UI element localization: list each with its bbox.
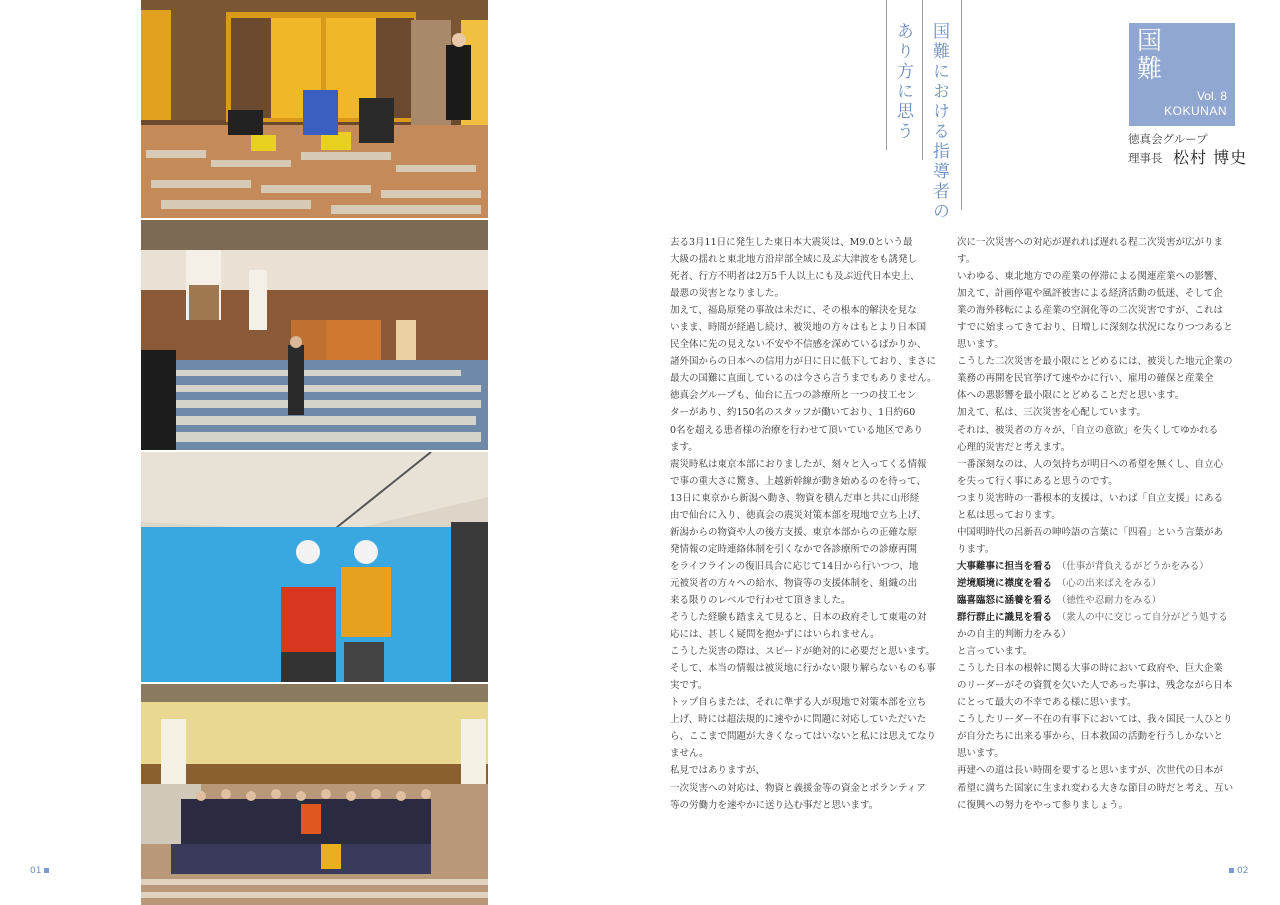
saying-line (957, 575, 1225, 592)
photo-group-portrait (141, 684, 488, 905)
author-name: 松村 博史 (1173, 148, 1248, 167)
body-line: こうした災害の際は、スピードが絶対的に必要だと思います。 (670, 646, 935, 658)
body-line: 応には、甚しく疑問を抱かずにはいられません。 (670, 629, 880, 641)
page-number-left: 01 (30, 866, 52, 876)
body-line: こうした二次災害を最小限にとどめるには、被災した地元企業の (957, 356, 1233, 368)
article-body-right-column (957, 234, 1234, 814)
body-line: が自分たちに出来る事から、日本救国の活動を行うしかないと (957, 731, 1224, 743)
body-line: 私見ではありますが、 (670, 765, 766, 777)
body-line: に復興への努力をやって参りましょう。 (957, 799, 1129, 811)
body-line: 心理的災害だと考えます。 (957, 441, 1071, 453)
body-line: 加えて、私は、三次災害を心配しています。 (957, 407, 1147, 419)
body-line: そうした経験も踏まえて見ると、日本の政府そして東電の対 (670, 612, 927, 624)
saying-note: （衆人の中に交じって自分がどう処する (1052, 612, 1228, 624)
body-line: 中国明時代の呂新吾の呻吟語の言葉に「四看」という言葉があ (957, 526, 1224, 538)
body-line: 最大の国難に直面しているのは今さら言うまでもありません。 (670, 373, 937, 385)
series-romaji: KOKUNAN (1164, 104, 1227, 118)
body-line: 体への悪影響を最小限にとどめることだと思います。 (957, 390, 1185, 402)
body-line: ます。 (670, 441, 698, 453)
body-line: 諸外国からの日本への信用力が日に日に低下しており、まさに (670, 356, 937, 368)
body-line: ません。 (670, 748, 709, 760)
article-body-left-column (670, 234, 938, 814)
saying-note: （仕事が背負えるがどうかをみる） (1052, 560, 1209, 572)
body-line: ります。 (957, 543, 995, 555)
article-title-line-1: 国難における指導者の (929, 22, 949, 222)
saying-line (957, 609, 1228, 626)
title-divider (961, 0, 962, 210)
body-line: をライフラインの復旧具合に応じて14日から行いつつ、地 (670, 560, 919, 572)
photo-tent-volunteers (141, 452, 488, 682)
body-line: 一次災害への対応は、物資と義援金等の資金とボランティア (670, 782, 926, 794)
body-line: 去る3月11日に発生した東日本大震災は、M9.0という最 (670, 237, 913, 248)
body-line: 加えて、福島原発の事故は未だに、その根本的解決を見な (670, 305, 917, 317)
body-line: す。 (957, 254, 976, 266)
series-badge (1129, 23, 1235, 126)
body-line: かの自主的判断力をみる） (957, 629, 1072, 641)
body-line: 元被災者の方々への給水、物資等の支援体制を、組織の出 (670, 577, 918, 589)
saying-note: （心の出来ばえをみる） (1052, 577, 1162, 589)
body-line: つまり災害時の一番根本的支援は、いわば「自立支援」にある (957, 492, 1224, 504)
body-line: 由で仙台に入り、徳真会の震災対策本部を現地で立ち上げ、 (670, 509, 927, 521)
page-number-right: 02 (1226, 866, 1248, 876)
body-line: 民全体に先の見えない不安や不信感を深めているばかりか、 (670, 339, 927, 351)
body-line: 業務の再開を民官挙げて速やかに行い、雇用の確保と産業全 (957, 373, 1214, 385)
body-line: 次に一次災害への対応が遅れれば遅れる程二次災害が広がりま (957, 237, 1224, 248)
body-line: 死者、行方不明者は2万5千人以上にも及ぶ近代日本史上、 (670, 271, 920, 283)
body-line: いまま、時間が経過し続け、被災地の方々はもとより日本国 (670, 322, 927, 334)
body-line: 新潟からの物資や人の後方支援、東京本部からの正確な原 (670, 526, 918, 538)
body-line: のリーダーがその資質を欠いた人であった事は、残念ながら日本 (957, 680, 1233, 692)
body-line: 発情報の定時連絡体制を引くなかで各診療所での診療再開 (670, 543, 918, 555)
body-line: 一番深刻なのは、人の気持ちが明日への希望を無くし、自立心 (957, 458, 1224, 470)
body-line: 再建への道は長い時間を要すると思いますが、次世代の日本が (957, 765, 1224, 777)
saying-main: 臨喜臨怒に涵養を看る (957, 594, 1053, 606)
body-line: を失って行く事にあると思うのです。 (957, 475, 1118, 487)
body-line: こうした日本の根幹に関る大事の時において政府や、巨大企業 (957, 663, 1223, 675)
body-line: 上げ、時には超法規的に速やかに問題に対応していただいた (670, 714, 927, 726)
body-line: そして、本当の情報は被災地に行かない限り解らないものも事 (670, 663, 936, 675)
author-role: 理事長 (1128, 151, 1163, 165)
article-title-line-2: あり方に思う (893, 22, 913, 142)
saying-line (957, 558, 1225, 575)
saying-main: 群行群止に識見を看る (957, 612, 1053, 624)
body-line: こうしたリーダー不在の有事下においては、我々国民一人ひとり (957, 714, 1233, 726)
photo-gymnasium-sorting (141, 0, 488, 218)
author-organization: 徳真会グループ (1128, 132, 1208, 146)
body-line: 加えて、計画停電や風評被害による経済活動の低迷、そして企 (957, 288, 1223, 300)
body-line: 大級の揺れと東北地方沿岸部全域に及ぶ大津波をも誘発し (670, 254, 918, 266)
body-line: にとって最大の不幸である様に思います。 (957, 697, 1137, 709)
body-line: トップ自らまたは、それに準ずる人が現地で対策本部を立ち (670, 697, 927, 709)
body-line: と私は思っております。 (957, 509, 1061, 521)
photo-hall-floor-photos (141, 220, 488, 450)
saying-main: 逆境順境に襟度を看る (957, 577, 1053, 589)
body-line: 希望に満ちた国家に生まれ変わる大きな節目の時だと考え、互い (957, 782, 1234, 794)
title-divider (922, 0, 923, 160)
series-volume: Vol. 8 (1196, 89, 1227, 103)
saying-note: （徳性や忍耐力をみる） (1052, 594, 1162, 606)
body-line: それは、被災者の方々が、「自立の意欲」を失くしてゆかれる (957, 424, 1219, 436)
body-line: すでに始まってきており、日増しに深刻な状況になりつつあると (957, 322, 1233, 334)
body-line: で事の重大さに驚き、上越新幹線が動き始めるのを待って、 (670, 475, 926, 487)
series-badge-kanji: 国難 (1137, 26, 1163, 83)
title-divider (886, 0, 887, 150)
body-line: 徳真会グループも、仙台に五つの診療所と一つの技工セン (670, 390, 917, 402)
saying-line (957, 592, 1225, 609)
body-line: 最悪の災害となりました。 (670, 288, 785, 300)
body-line: いわゆる、東北地方での産業の停滞による関連産業への影響、 (957, 271, 1224, 283)
body-line: 思います。 (957, 339, 1004, 351)
body-line: 業の海外移転による産業の空洞化等の二次災害ですが、これは (957, 305, 1224, 317)
body-line: と言っています。 (957, 646, 1033, 658)
body-line: 思います。 (957, 748, 1004, 760)
body-line: 13日に東京から新潟へ動き、物資を積んだ車と共に山形経 (670, 492, 920, 504)
saying-main: 大事難事に担当を看る (957, 560, 1053, 572)
body-line: 来る限りのレベルで行わせて頂きました。 (670, 594, 851, 606)
body-line: 実です。 (670, 680, 708, 692)
body-line: 等の労働力を速やかに送り込む事だと思います。 (670, 799, 879, 811)
body-line: ターがあり、約150名のスタッフが働いており、1日約60 (670, 407, 916, 419)
body-line: 震災時私は東京本部におりましたが、刻々と入ってくる情報 (670, 458, 927, 470)
body-line: ら、ここまで問題が大きくなってはいないと私には思えてなり (670, 731, 937, 743)
body-line: 0名を超える患者様の治療を行わせて頂いている地区であり (670, 424, 924, 436)
